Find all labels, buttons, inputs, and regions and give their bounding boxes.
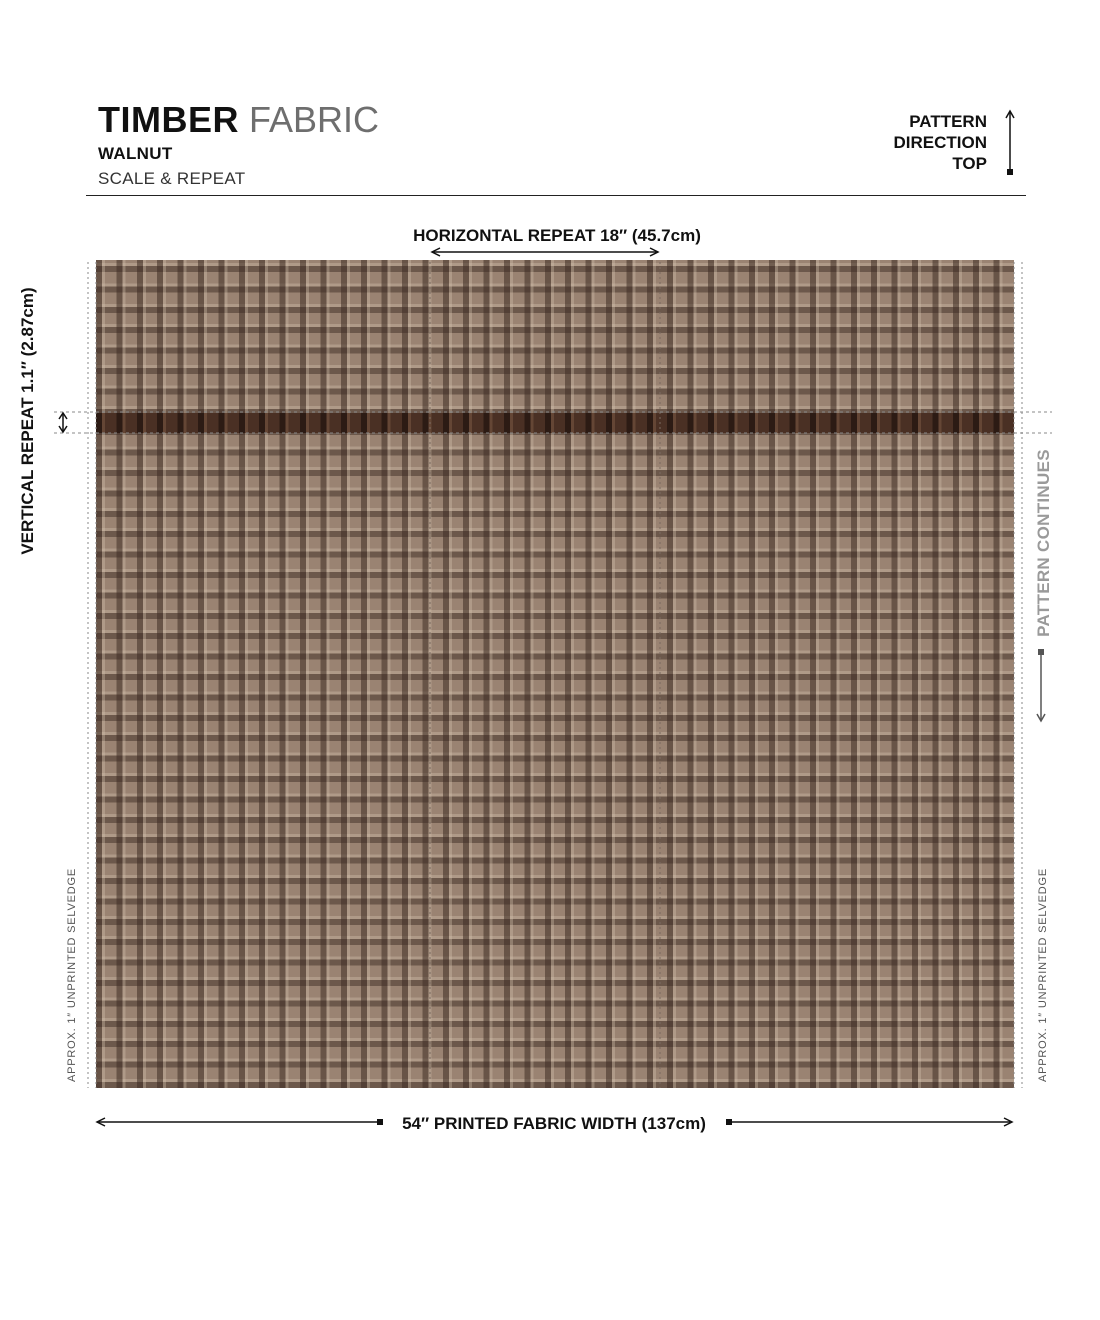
pattern-continues-label: PATTERN CONTINUES xyxy=(1034,449,1053,637)
fabric-width-label: 54″ PRINTED FABRIC WIDTH (137cm) xyxy=(402,1114,706,1133)
continues-arrow-icon xyxy=(1037,649,1045,721)
direction-line-1: PATTERN xyxy=(909,112,987,131)
vertical-repeat-label: VERTICAL REPEAT 1.1″ (2.87cm) xyxy=(18,287,37,555)
selvedge-right-label: APPROX. 1″ UNPRINTED SELVEDGE xyxy=(1037,868,1049,1082)
direction-line-3: TOP xyxy=(952,154,987,173)
selvedge-left-label: APPROX. 1″ UNPRINTED SELVEDGE xyxy=(66,868,78,1082)
product-type: FABRIC xyxy=(249,99,380,140)
horizontal-repeat-arrow-icon xyxy=(432,248,658,256)
horizontal-repeat-label: HORIZONTAL REPEAT 18″ (45.7cm) xyxy=(413,226,701,245)
brand-name: TIMBER xyxy=(98,99,239,140)
colorway-name: WALNUT xyxy=(98,144,173,163)
double-arrow-icon xyxy=(59,413,67,432)
direction-line-2: DIRECTION xyxy=(893,133,987,152)
subtitle: SCALE & REPEAT xyxy=(98,169,246,188)
